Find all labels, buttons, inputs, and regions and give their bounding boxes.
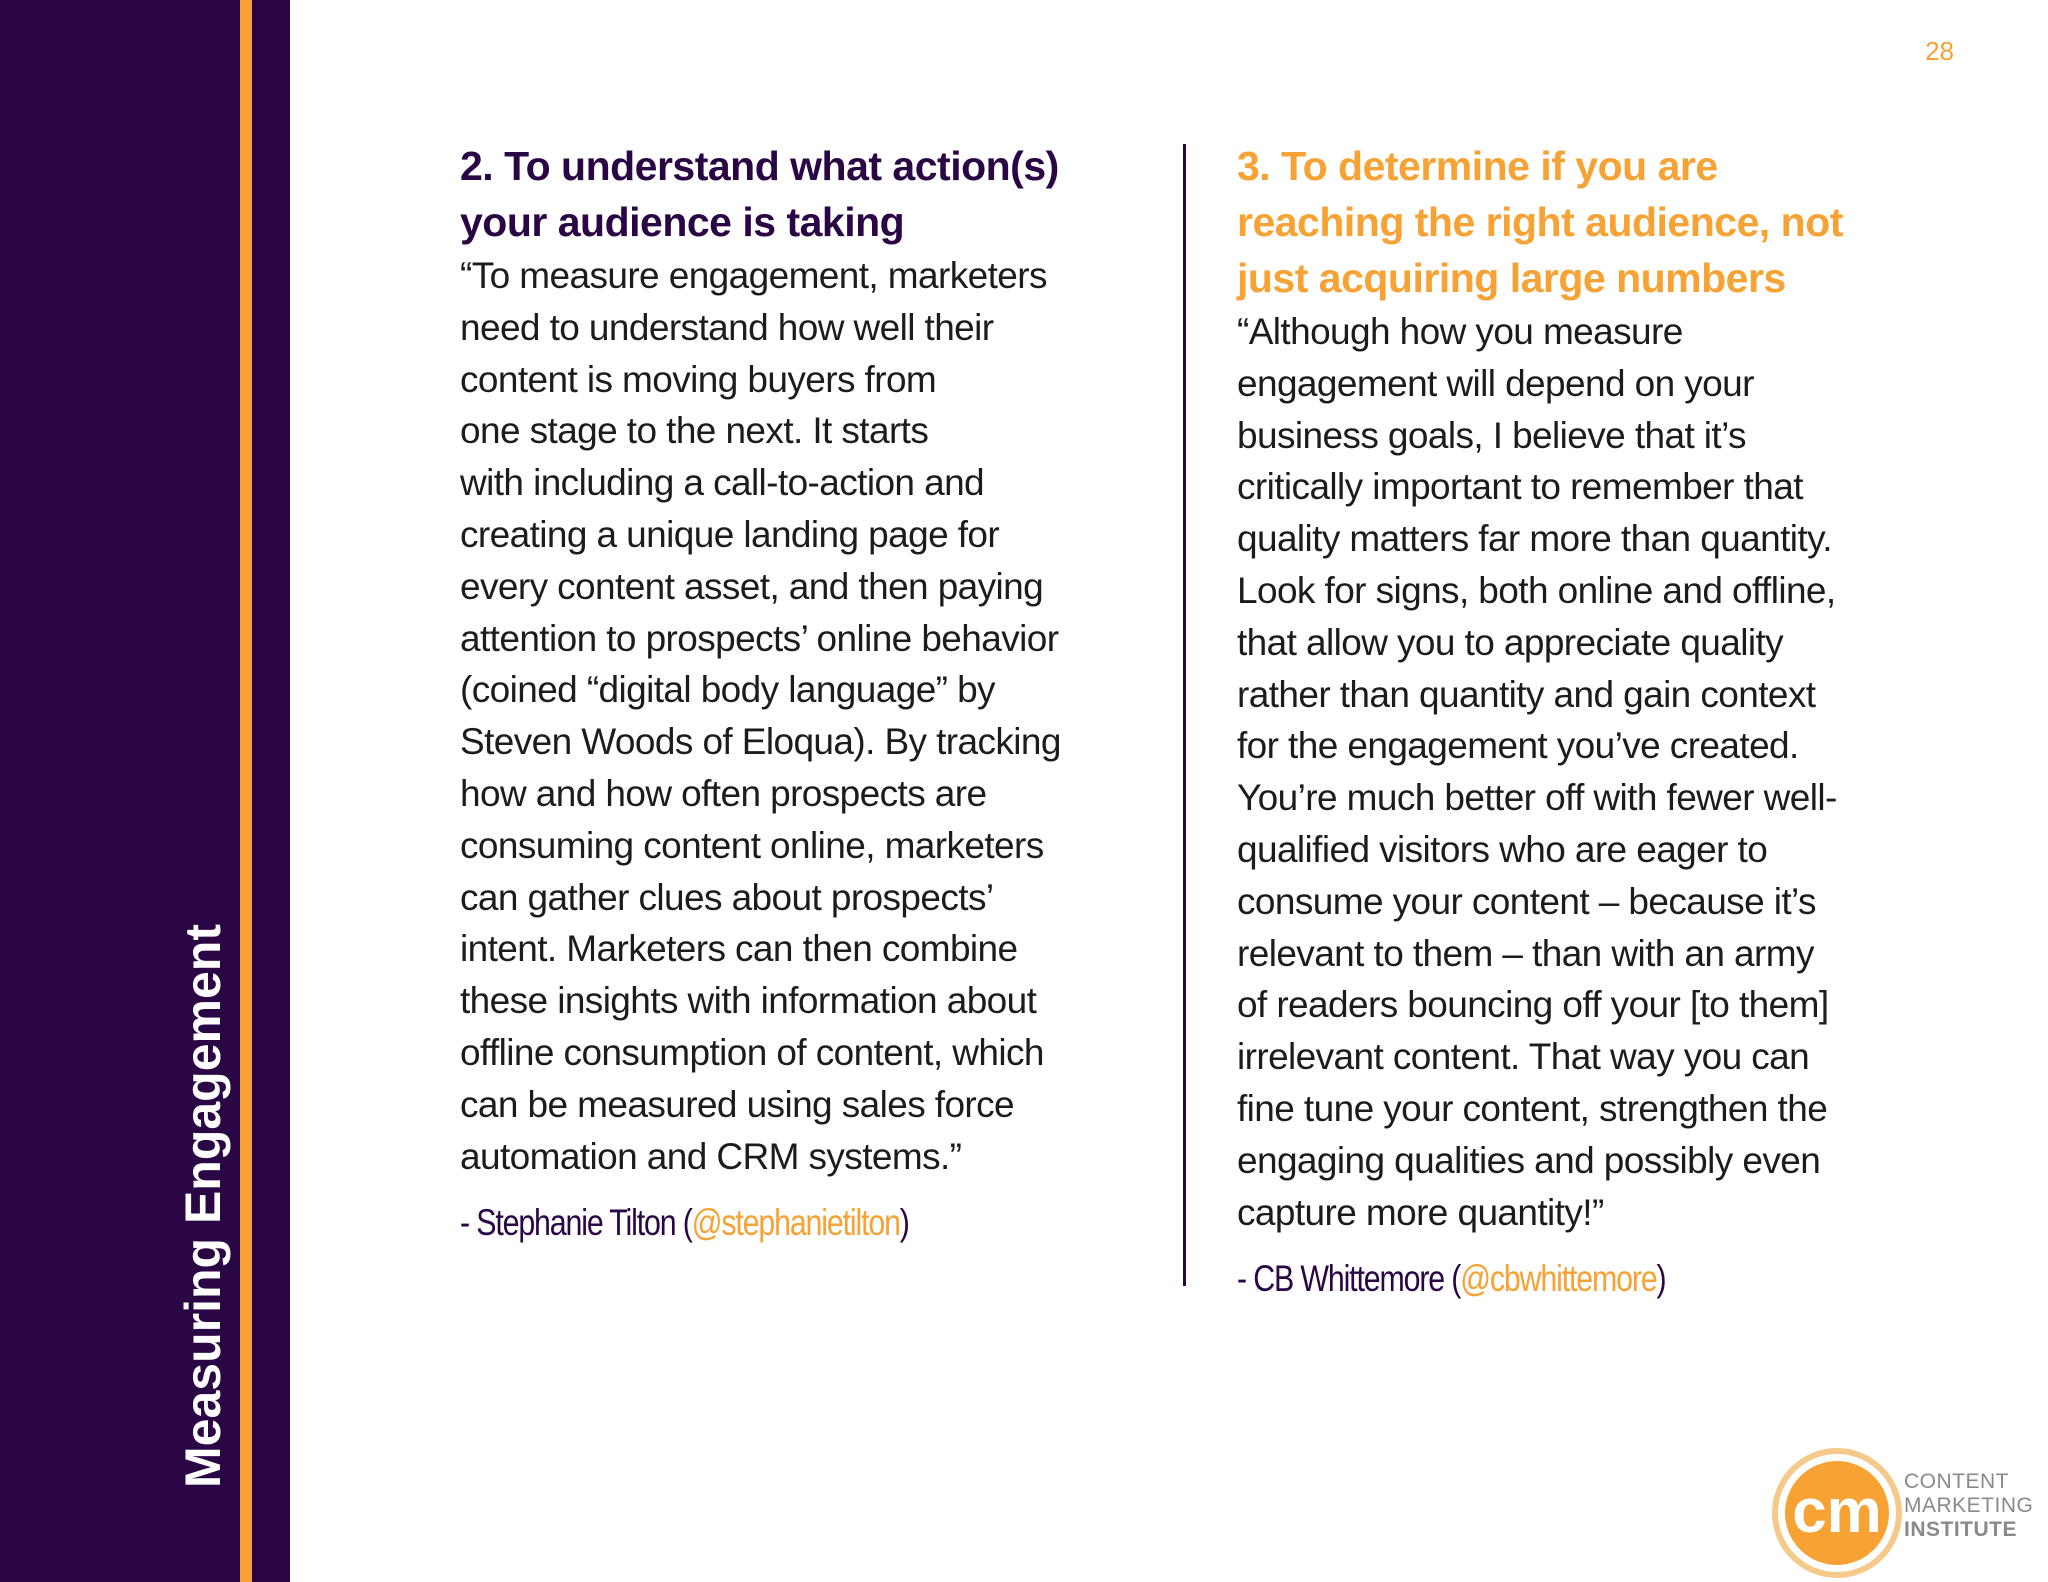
right-quote: “Although how you measure engagement will depend on your business goals, I believe that it’s critically important to remember that quality matters far more than quantity. Look for signs, both online and offline, that allow you to appreciate quality rather than quantity and gain context for the engagement you’ve created. You’re much better off with fewer well- qualified visitors who are eager to consume your content – because it’s relevant to them – than with an army of readers bouncing off your [to them] irrelevant content. That way you can fine tune your content, strengthen the engaging qualities and possibly even capture more quantity!” — [1237, 311, 1837, 1233]
left-heading: 2. To understand what action(s) your audience is taking — [460, 143, 1059, 245]
cmi-logo-icon — [1772, 1448, 1902, 1578]
logo-mark: cm — [1792, 1477, 1882, 1546]
right-attribution-handle[interactable]: @cbwhittemore — [1460, 1258, 1657, 1300]
right-attribution-close: ) — [1656, 1258, 1666, 1300]
side-accent-stripe — [240, 0, 252, 1582]
cmi-logo-text — [1904, 1470, 2033, 1542]
left-attribution-close: ) — [899, 1202, 909, 1244]
left-column — [460, 138, 1160, 1248]
page-number: 28 — [1925, 36, 1954, 66]
right-column — [1237, 138, 1937, 1304]
right-heading: 3. To determine if you are reaching the right audience, not just acquiring large numbers — [1237, 143, 1843, 301]
section-title: Measuring Engagement — [175, 924, 231, 1488]
logo-line-content: CONTENT — [1904, 1470, 2009, 1493]
left-attribution-handle[interactable]: @stephanietilton — [691, 1202, 900, 1244]
left-quote: “To measure engagement, marketers need to understand how well their content is moving buyers from one stage to the next. It starts with including a call-to-action and creating a unique landing page for every content asset, and then paying attention to prospects’ online behavior (coined “digital body language” by Steven Woods of Eloqua). By tracking how and how often prospects are consuming content online, marketers can gather clues about prospects’ intent. Marketers can then combine these insights with information about offline consumption of content, which can be measured using sales force automation and CRM systems.” — [460, 255, 1061, 1177]
right-attribution — [1237, 1254, 1811, 1304]
logo-line-institute: INSTITUTE — [1904, 1518, 2017, 1541]
right-attribution-name: - CB Whittemore ( — [1237, 1258, 1461, 1300]
logo-line-marketing: MARKETING — [1904, 1494, 2034, 1517]
left-attribution-name: - Stephanie Tilton ( — [460, 1202, 692, 1244]
column-divider — [1183, 144, 1186, 1286]
left-attribution — [460, 1198, 1034, 1248]
